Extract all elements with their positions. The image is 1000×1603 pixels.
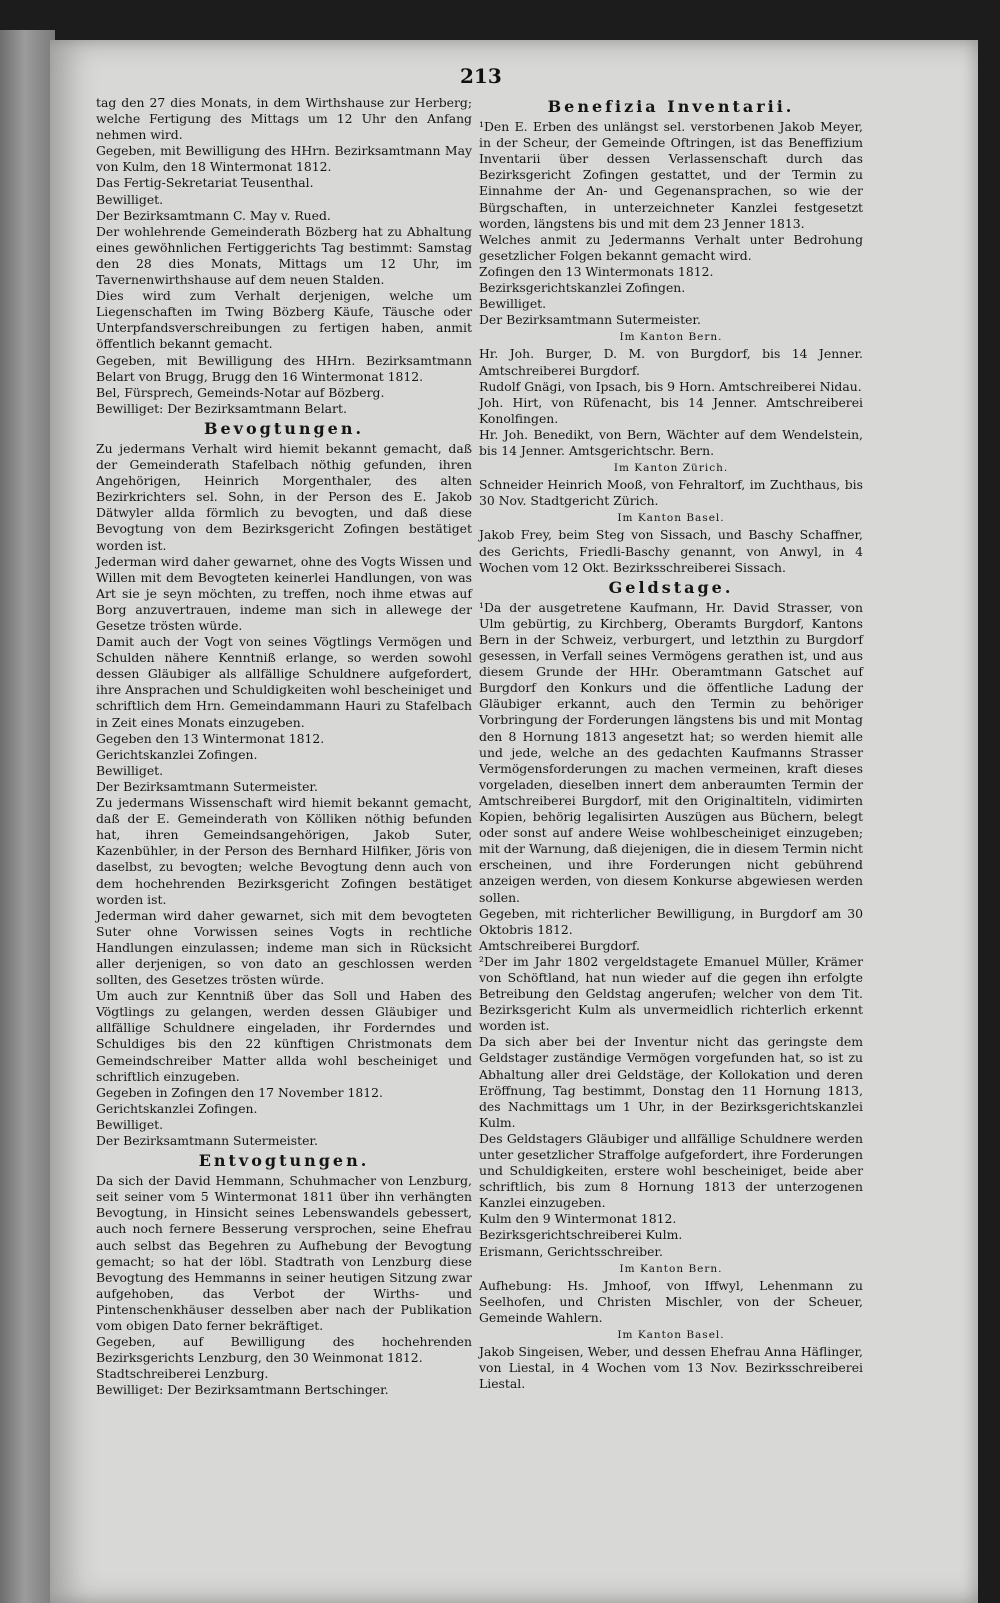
section-heading-benefizia: Benefizia Inventarii. [547, 97, 795, 116]
approval-label: Bewilliget. [96, 1116, 164, 1132]
paragraph: Da sich der David Hemmann, Schuhmacher von Lenzburg, seit seiner vom 5 Wintermonat 1811 über ihn verhängten Bevogtung, in Hinsicht seines Lebenswandels gebessert, auch noch fernere Besserung versprochen, seine Ehefrau auch selbst das Begehren zu Aufhebung der Bevogtung gemacht; so hat der löbl. Stadtrath von Lenzburg diese Bevogtung des Hemmanns in seiner heutigen Sitzung zwar aufgehoben, das Verbot der Wirths- und Pintenschenkhäuser desselben aber nach der Publikation vom obigen Dato ferner bekräftiget. [96, 1173, 472, 1334]
adjacent-page-edge [0, 30, 55, 1603]
approval-official: Bewilliget: Der Bezirksamtmann Belart. [96, 400, 347, 416]
signature: Gerichtskanzlei Zofingen. [96, 746, 258, 762]
canton-heading: Im Kanton Basel. [617, 1329, 725, 1342]
list-item: Rudolf Gnägi, von Ipsach, bis 9 Horn. Amtschreiberei Nidau. [479, 378, 862, 394]
paragraph: Zofingen den 13 Wintermonats 1812. [479, 263, 714, 279]
paragraph: tag den 27 dies Monats, in dem Wirthshause zur Herberg; welche Fertigung des Mittags um 12 Uhr den Anfang nehmen wird. [96, 95, 472, 143]
signature: Stadtschreiberei Lenzburg. [96, 1366, 269, 1382]
section-heading-entvogtungen: Entvogtungen. [198, 1151, 370, 1171]
approval-label: Bewilliget. [96, 191, 164, 207]
list-item: Joh. Hirt, von Rüfenacht, bis 14 Jenner. Amtschreiberei Konolfingen. [479, 394, 863, 426]
signature: Erismann, Gerichtsschreiber. [479, 1243, 663, 1259]
signature: Bezirksgerichtskanzlei Zofingen. [479, 280, 686, 296]
approval-official: Der Bezirksamtmann Sutermeister. [479, 312, 701, 328]
paragraph: Des Geldstagers Gläubiger und allfällige Schuldnere werden unter gesetzlicher Straffolge aufgefordert, ihre Forderungen und Schuldigkeiten, erstere wohl bescheiniget, beide aber schriftlich, bis zum 8 Hornung 1813 der unterzogenen Kanzlei einzugeben. [479, 1130, 863, 1211]
right-column [479, 95, 863, 1392]
paragraph: Gegeben in Zofingen den 17 November 1812. [96, 1084, 383, 1100]
list-item: Hr. Joh. Burger, D. M. von Burgdorf, bis 14 Jenner. Amtschreiberei Burgdorf. [479, 346, 863, 378]
paragraph: Kulm den 9 Wintermonat 1812. [479, 1211, 677, 1227]
approval-official: Der Bezirksamtmann Sutermeister. [96, 778, 318, 794]
section-heading-bevogtungen: Bevogtungen. [203, 418, 365, 438]
approval-label: Bewilliget. [479, 296, 547, 312]
paragraph: ²Der im Jahr 1802 vergeldstagete Emanuel Müller, Krämer von Schöftland, hat nun wieder auf die gegen ihn erfolgte Betreibung den Geldstag angerufen; welcher von dem Tit. Bezirksgericht Kulm als unvermeidlich richterlich erkennt worden ist. [479, 953, 863, 1034]
list-item: Aufhebung: Hs. Jmhoof, von Iffwyl, Lehenmann zu Seelhofen, und Christen Mischler, von der Scheuer, Gemeinde Wahlern. [479, 1277, 863, 1325]
approval-official: Der Bezirksamtmann C. May v. Rued. [96, 207, 331, 223]
signature: Gerichtskanzlei Zofingen. [96, 1100, 258, 1116]
signature: Bezirksgerichtschreiberei Kulm. [479, 1227, 683, 1243]
page-number: 213 [460, 64, 502, 88]
paragraph: Gegeben, mit Bewilligung des HHrn. Bezirksamtmann Belart von Brugg, Brugg den 16 Wintermonat 1812. [96, 352, 472, 384]
canton-heading: Im Kanton Basel. [617, 512, 725, 525]
paragraph: Gegeben, mit richterlicher Bewilligung, in Burgdorf am 30 Oktobris 1812. [479, 905, 863, 937]
paragraph: Um auch zur Kenntniß über das Soll und Haben des Vögtlings zu gelangen, werden dessen Gläubiger und allfällige Schuldnere eingeladen, ihr Forderndes und Schuldiges bis den 22 künftigen Christmonats dem Gemeindschreiber Matter allda wohl bescheiniget und schriftlich einzugeben. [96, 988, 472, 1084]
canton-heading: Im Kanton Bern. [619, 1262, 723, 1275]
approval-official: Der Bezirksamtmann Sutermeister. [96, 1133, 318, 1148]
paragraph: Welches anmit zu Jedermanns Verhalt unter Bedrohung gesetzlicher Folgen bekannt gemacht wird. [479, 231, 863, 263]
paragraph: Jederman wird daher gewarnet, ohne des Vogts Wissen und Willen mit dem Bevogteten keinerlei Handlungen, von was Art sie je seyn möchten, zu treffen, noch ihme etwas auf Borg anzuvertrauen, indeme man sich in allewege der Gesetze trösten würde. [96, 553, 472, 633]
paragraph: Dies wird zum Verhalt derjenigen, welche um Liegenschaften im Twing Bözberg Käufe, Täusche oder Unterpfandsverschreibungen zu fertigen haben, anmit öffentlich bekannt gemacht. [96, 288, 472, 352]
paragraph: Gegeben, auf Bewilligung des hochehrenden Bezirksgerichts Lenzburg, den 30 Weinmonat 1812. [96, 1334, 472, 1366]
section-heading-geldstage: Geldstage. [608, 577, 734, 597]
list-item: Jakob Frey, beim Steg von Sissach, und Baschy Schaffner, des Gerichts, Friedli-Baschy genannt, von Anwyl, in 4 Wochen vom 12 Okt. Bezirksschreiberei Sissach. [479, 527, 863, 575]
paragraph: ¹Den E. Erben des unlängst sel. verstorbenen Jakob Meyer, in der Scheur, der Gemeinde Oftringen, ist das Beneffizium Inventarii über dessen Verlassenschaft durch das Bezirksgericht Zofingen gestattet, und der Termin zu Einnahme der An- und Gegenansprachen, so wie der Bürgschaften, in unterzeichneter Kanzlei festgesetzt worden, längstens bis und mit dem 23 Jenner 1813. [479, 119, 863, 231]
signature: Amtschreiberei Burgdorf. [479, 937, 640, 953]
paragraph: ¹Da der ausgetretene Kaufmann, Hr. David Strasser, von Ulm gebürtig, zu Kirchberg, Oberamts Burgdorf, Kantons Bern in der Schweiz, verburgert, und letzthin zu Burgdorf gesessen, in Verfall seines Vermögens gerathen ist, und aus diesem Grunde der HHr. Oberamtmann Gatschet auf Burgdorf den Konkurs und die öffentliche Ladung der Gläubiger erkannt, auch den Termin zu behöriger Vorbringung der Forderungen längstens bis und mit Montag den 8 Hornung 1813 angesetzt hat; so werden hiemit alle und jede, welche an des gedachten Kaufmanns Strasser Vermögensforderungen zu machen vermeinen, kraft dieses vorgeladen, dieselben innert dem anberaumten Termin der Amtschreiberei Burgdorf, mit den Originaltiteln, vidimirten Kopien, behörig legalisirten Auszügen aus Büchern, belegt oder sonst auf andere Weise wohlbescheiniget einzugeben; mit der Warnung, daß diejenigen, die in diesem Termin nicht erscheinen, und ihre Forderungen nicht gebührend anzeigen werden, von diesem Konkurse abgewiesen werden sollen. [479, 599, 863, 905]
paragraph: Damit auch der Vogt von seines Vögtlings Vermögen und Schulden nähere Kenntniß erlange, so werden sowohl dessen Gläubiger als allfällige Schuldnere aufgefordert, ihre Ansprachen und Schuldigkeiten wohl bescheiniget und schriftlich dem Hrn. Gemeindammann Hauri zu Stafelbach in Zeit eines Monats einzugeben. [96, 634, 472, 730]
paragraph: Gegeben, mit Bewilligung des HHrn. Bezirksamtmann May von Kulm, den 18 Wintermonat 1812. [96, 143, 472, 175]
approval-official: Bewilliget: Der Bezirksamtmann Bertschinger. [96, 1382, 389, 1398]
list-item: Hr. Joh. Benedikt, von Bern, Wächter auf dem Wendelstein, bis 14 Jenner. Amtsgerichtschr. Bern. [479, 426, 863, 458]
paragraph: Zu jedermans Verhalt wird hiemit bekannt gemacht, daß der Gemeinderath Stafelbach nöthig gefunden, ihren Angehörigen, Heinrich Morgenthaler, des alten Bezirkrichters sel. Sohn, in der Person des E. Jakob Dätwyler allda förmlich zu bevogten, und daß diese Bevogtung von dem Bezirksgericht Zofingen bestätiget worden ist. [96, 440, 472, 553]
paragraph: Da sich aber bei der Inventur nicht das geringste dem Geldstager zuständige Vermögen vorgefunden hat, so ist zu Abhaltung aller drei Geldstäge, der Kollokation und deren Eröffnung, Tag bestimmt, Donstag den 11 Hornung 1813, des Nachmittags um 1 Uhr, in der Bezirksgerichtskanzlei Kulm. [479, 1034, 863, 1130]
paragraph: Gegeben den 13 Wintermonat 1812. [96, 730, 325, 746]
signature: Bel, Fürsprech, Gemeinds-Notar auf Bözberg. [96, 384, 385, 400]
paragraph: Zu jedermans Wissenschaft wird hiemit bekannt gemacht, daß der E. Gemeinderath von Kölliken nöthig befunden hat, ihren Gemeindsangehörigen, Jakob Suter, Kazenbühler, in der Person des Bernhard Hilfiker, Jöris von daselbst, zu bevogten; welche Bevogtung denn auch von dem hochehrenden Bezirksgericht Zofingen bestätiget worden ist. [96, 795, 472, 907]
left-column [96, 95, 472, 1399]
list-item: Schneider Heinrich Mooß, von Fehraltorf, im Zuchthaus, bis 30 Nov. Stadtgericht Zürich. [479, 477, 863, 509]
canton-heading: Im Kanton Zürich. [613, 462, 729, 475]
approval-label: Bewilliget. [96, 762, 164, 778]
paragraph: Jederman wird daher gewarnet, sich mit dem bevogteten Suter ohne Vorwissen seines Vogts in rechtliche Handlungen einzulassen; indeme man sich in Rücksicht aller derjenigen, so von dato an geschlossen werden sollten, des Gesetzes trösten würde. [96, 907, 472, 988]
list-item: Jakob Singeisen, Weber, und dessen Ehefrau Anna Häflinger, von Liestal, in 4 Wochen vom 13 Nov. Bezirksschreiberei Liestal. [479, 1344, 863, 1392]
canton-heading: Im Kanton Bern. [619, 331, 723, 344]
paragraph: Der wohlehrende Gemeinderath Bözberg hat zu Abhaltung eines gewöhnlichen Fertiggerichts Tag bestimmt: Samstag den 28 dies Monats, Mittags um 12 Uhr, im Tavernenwirthshause auf dem neuen Stalden. [96, 223, 472, 288]
signature: Das Fertig-Sekretariat Teusenthal. [96, 175, 314, 191]
